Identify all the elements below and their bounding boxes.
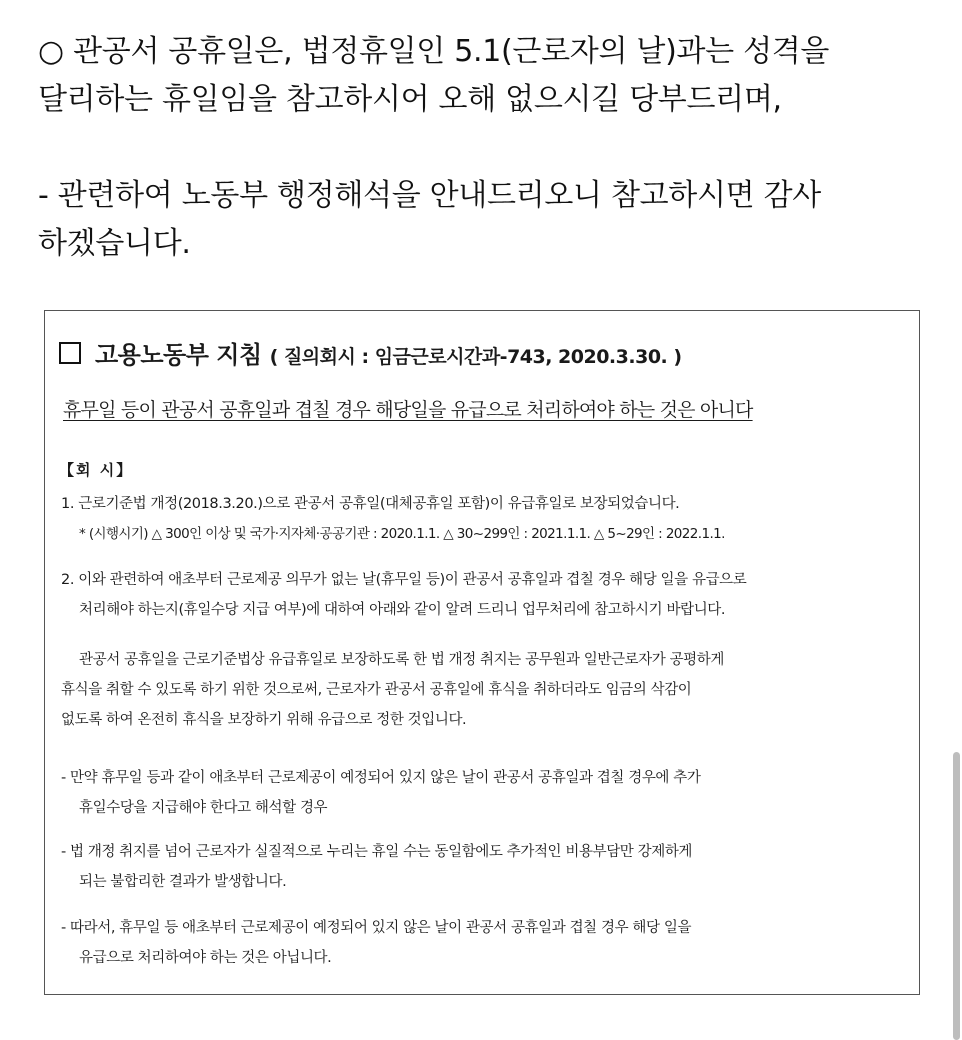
bullet-line: 유급으로 처리하여야 하는 것은 아닙니다. bbox=[79, 950, 332, 966]
intro-text bbox=[38, 28, 938, 268]
paragraph-gap bbox=[38, 124, 938, 172]
item-1-footnote: * (시행시기) △ 300인 이상 및 국가·지자체·공공기관 : 2020.1.1. △ 30~299인 : 2021.1.1. △ 5~29인 : 2022.1.1. bbox=[79, 526, 725, 542]
item-1-line: 1. 근로기준법 개정(2018.3.20.)으로 관공서 공휴일(대체공휴일 포함)이 유급휴일로 보장되었습니다. bbox=[61, 496, 680, 512]
notice-subtitle: 휴무일 등이 관공서 공휴일과 겹칠 경우 해당일을 유급으로 처리하여야 하는 것은 아니다 bbox=[63, 399, 753, 421]
paragraph-line: 휴식을 취할 수 있도록 하기 위한 것으로써, 근로자가 관공서 공휴일에 휴식을 취하더라도 임금의 삭감이 bbox=[61, 682, 692, 698]
intro-line: 달리하는 휴일임을 참고하시어 오해 없으시길 당부드리며, bbox=[38, 82, 782, 117]
item-2-line: 2. 이와 관련하여 애초부터 근로제공 의무가 없는 날(휴무일 등)이 관공서 공휴일과 겹칠 경우 해당 일을 유급으로 bbox=[61, 572, 747, 588]
section-label: 【회 시】 bbox=[59, 461, 134, 479]
notice-title-text: 고용노동부 지침 bbox=[95, 341, 262, 369]
guideline-notice-image bbox=[44, 310, 920, 995]
bullet-line: - 만약 휴무일 등과 같이 애초부터 근로제공이 예정되어 있지 않은 날이 관공서 공휴일과 겹칠 경우에 추가 bbox=[61, 770, 701, 786]
paragraph-line: 없도록 하여 온전히 휴식을 보장하기 위해 유급으로 정한 것입니다. bbox=[61, 712, 467, 728]
bullet-line: - 따라서, 휴무일 등 애초부터 근로제공이 예정되어 있지 않은 날이 관공서 공휴일과 겹칠 경우 해당 일을 bbox=[61, 920, 692, 936]
bullet-line: - 법 개정 취지를 넘어 근로자가 실질적으로 누리는 휴일 수는 동일함에도 추가적인 비용부담만 강제하게 bbox=[61, 844, 693, 860]
checkbox-icon bbox=[59, 342, 81, 364]
intro-line: ○ 관공서 공휴일은, 법정휴일인 5.1(근로자의 날)과는 성격을 bbox=[38, 34, 830, 69]
bullet-line: 되는 불합리한 결과가 발생합니다. bbox=[79, 874, 287, 890]
item-2-line: 처리해야 하는지(휴일수당 지급 여부)에 대하여 아래와 같이 알려 드리니 업무처리에 참고하시기 바랍니다. bbox=[79, 602, 726, 618]
intro-line: - 관련하여 노동부 행정해석을 안내드리오니 참고하시면 감사 bbox=[38, 178, 821, 213]
paragraph-line: 관공서 공휴일을 근로기준법상 유급휴일로 보장하도록 한 법 개정 취지는 공무원과 일반근로자가 공평하게 bbox=[79, 652, 725, 668]
intro-line: 하겠습니다. bbox=[38, 226, 191, 261]
notice-reference: ( 질의회시 : 임금근로시간과-743, 2020.3.30. ) bbox=[269, 346, 682, 368]
scrollbar-thumb[interactable] bbox=[953, 752, 960, 1040]
bullet-line: 휴일수당을 지급해야 한다고 해석할 경우 bbox=[79, 800, 328, 816]
notice-title bbox=[59, 335, 682, 370]
